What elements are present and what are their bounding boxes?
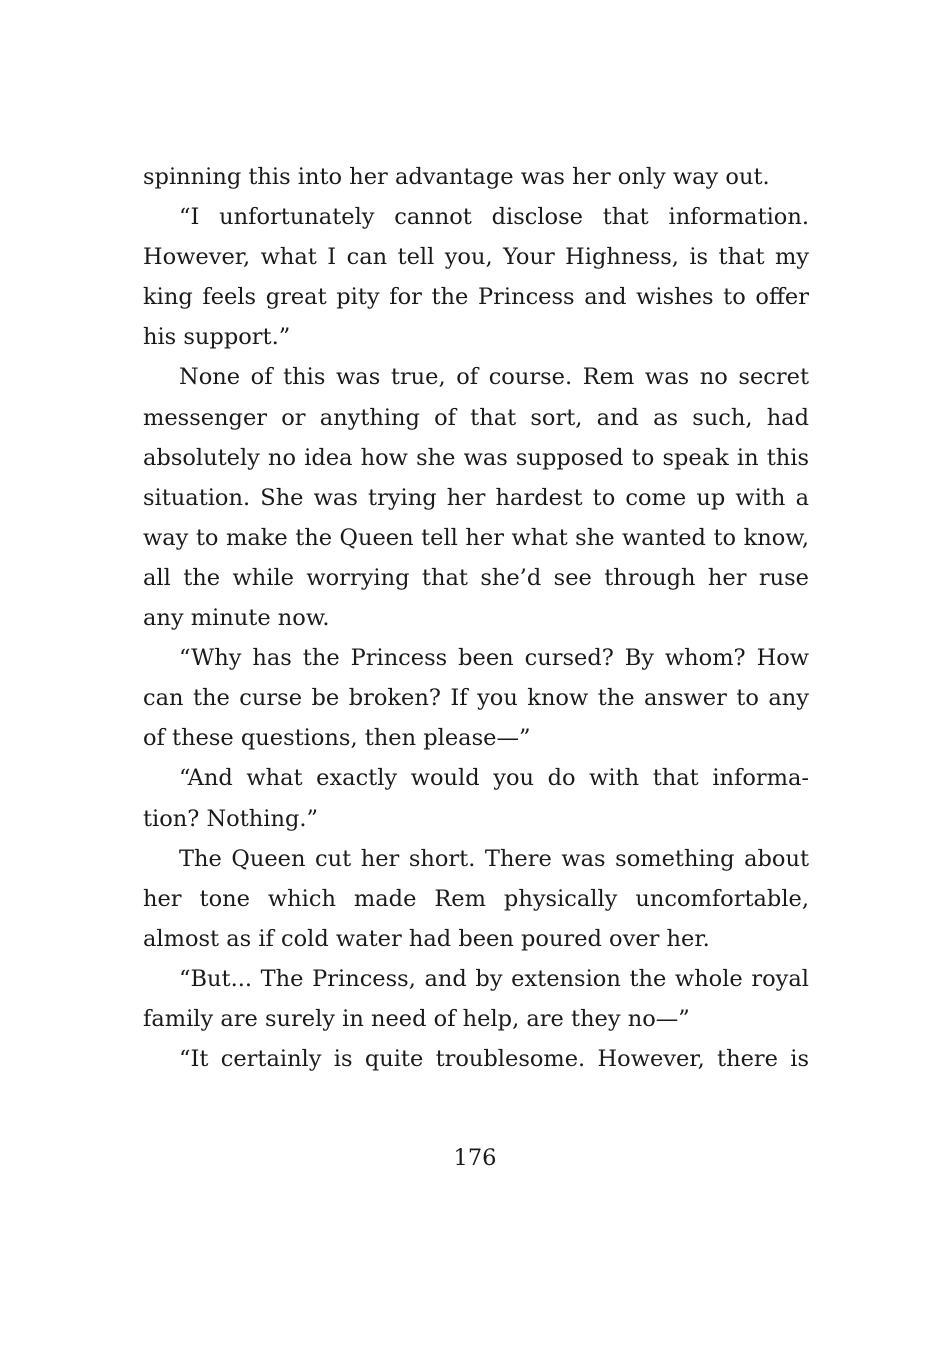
text-line: messenger or anything of that sort, and as such, had xyxy=(143,404,809,431)
text-line: The Queen cut her short. There was something about xyxy=(179,845,809,872)
text-line: any minute now. xyxy=(143,605,330,632)
text-line: family are surely in need of help, are they no—” xyxy=(143,1005,690,1032)
text-line: None of this was true, of course. Rem was no secret xyxy=(179,364,809,391)
text-line: king feels great pity for the Princess and wishes to offer xyxy=(143,284,809,311)
text-line: situation. She was trying her hardest to come up with a xyxy=(143,484,809,511)
text-line: all the while worrying that she’d see through her ruse xyxy=(143,564,809,591)
text-line: tion? Nothing.” xyxy=(143,805,319,832)
text-line: way to make the Queen tell her what she wanted to know, xyxy=(143,524,809,551)
text-line: almost as if cold water had been poured over her. xyxy=(143,925,710,952)
text-line: can the curse be broken? If you know the answer to any xyxy=(143,685,809,712)
text-line: of these questions, then please—” xyxy=(143,725,531,752)
text-line: absolutely no idea how she was supposed to speak in this xyxy=(143,444,809,471)
text-line: “And what exactly would you do with that informa- xyxy=(179,765,809,792)
text-line: spinning this into her advantage was her only way out. xyxy=(143,164,770,190)
page-number: 176 xyxy=(453,1145,497,1171)
text-line: her tone which made Rem physically uncomfortable, xyxy=(143,885,809,912)
text-line: “It certainly is quite troublesome. However, there is xyxy=(179,1046,809,1073)
text-line: “But... The Princess, and by extension the whole royal xyxy=(179,965,809,992)
body-text xyxy=(143,157,809,1079)
text-line: “Why has the Princess been cursed? By whom? How xyxy=(179,645,809,672)
text-line: “I unfortunately cannot disclose that information. xyxy=(179,204,809,231)
text-line: his support.” xyxy=(143,324,291,351)
text-line: However, what I can tell you, Your Highness, is that my xyxy=(143,244,809,271)
